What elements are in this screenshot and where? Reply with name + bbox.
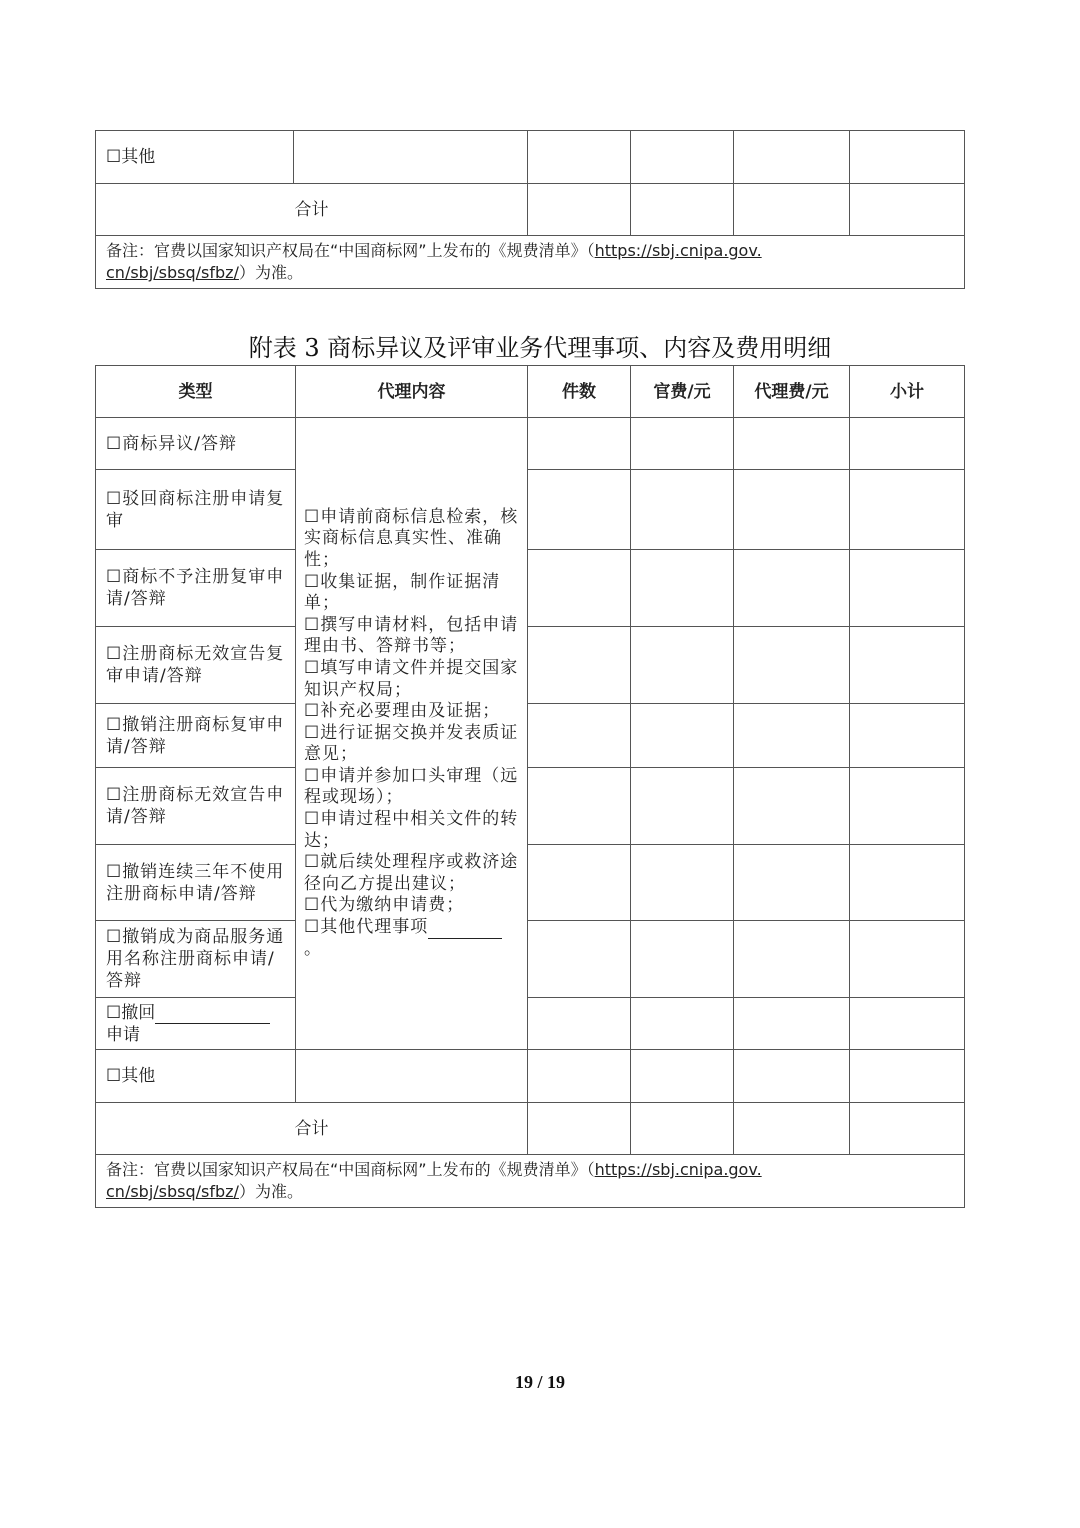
agency-fee-cell [734,550,850,627]
table-row [96,768,965,845]
table-row [96,1103,965,1155]
type-cell: ☐注册商标无效宣告申请/答辩 [96,768,296,845]
content-item: ☐收集证据，制作证据清单； [304,571,501,614]
subtotal-cell [850,418,965,470]
agency-fee-cell [734,921,850,998]
type-cell: ☐商标不予注册复审申请/答辩 [96,550,296,627]
content-item-other: ☐其他代理事项。 [304,917,519,960]
type-cell: ☐撤销成为商品服务通用名称注册商标申请/答辩 [96,921,296,998]
count-cell [528,1050,631,1103]
count-cell [528,184,631,236]
blank-line [155,1007,270,1024]
content-item: ☐补充必要理由及证据； [304,701,501,722]
subtotal-cell [850,704,965,768]
subtotal-cell [850,1103,965,1155]
agency-fee-cell [734,1103,850,1155]
official-fee-cell [631,627,734,704]
count-cell [528,998,631,1050]
table-row [96,236,965,289]
note-suffix: ）为准。 [238,1182,303,1201]
note-suffix: ）为准。 [238,263,303,282]
official-fee-cell [631,921,734,998]
subtotal-cell [850,627,965,704]
fee-list-link[interactable]: https://sbj.cnipa.gov. cn/sbj/sbsq/sfbz/ [106,241,762,282]
official-fee-cell [631,470,734,550]
official-fee-cell [631,704,734,768]
agency-fee-cell [734,131,850,184]
header-subtotal: 小计 [850,366,965,418]
table-title: 附表 3 商标异议及评审业务代理事项、内容及费用明细 [248,334,832,362]
official-fee-cell [631,131,734,184]
opposition-review-fee-table [95,365,965,1208]
type-other-label: ☐其他 [96,1050,296,1103]
count-cell [528,845,631,921]
count-cell [528,131,631,184]
subtotal-cell [850,845,965,921]
type-cell: ☐驳回商标注册申请复审 [96,470,296,550]
fee-list-link[interactable]: https://sbj.cnipa.gov. cn/sbj/sbsq/sfbz/ [106,1160,762,1201]
agency-fee-cell [734,184,850,236]
agency-content-cell [296,418,528,1050]
content-item: ☐申请前商标信息检索，核实商标信息真实性、准确性； [304,506,519,570]
count-cell [528,921,631,998]
table-row [96,1050,965,1103]
content-item: ☐撰写申请材料，包括申请理由书、答辩书等； [304,614,519,657]
official-fee-cell [631,418,734,470]
table-row [96,704,965,768]
table-row [96,418,965,470]
table-row [96,184,965,236]
type-other-label: ☐其他 [96,131,294,184]
count-cell [528,704,631,768]
table-row [96,470,965,550]
agency-fee-cell [734,470,850,550]
content-item: ☐进行证据交换并发表质证意见； [304,722,519,765]
official-fee-cell [631,845,734,921]
header-content: 代理内容 [296,366,528,418]
count-cell [528,627,631,704]
table-row [96,1155,965,1208]
official-fee-cell [631,1103,734,1155]
subtotal-cell [850,470,965,550]
agency-fee-cell [734,845,850,921]
type-cell-withdraw: ☐撤回 申请 [96,998,296,1050]
table-row [96,845,965,921]
count-cell [528,1103,631,1155]
table-row [96,627,965,704]
table-row [96,998,965,1050]
agency-fee-cell [734,704,850,768]
subtotal-cell [850,131,965,184]
subtotal-cell [850,921,965,998]
content-cell [296,1050,528,1103]
fee-note [96,1155,965,1208]
note-prefix: 备注：官费以国家知识产权局在“中国商标网”上发布的《规费清单》（ [106,1160,595,1179]
subtotal-cell [850,998,965,1050]
fee-note [96,236,965,289]
subtotal-cell [850,184,965,236]
table-row [96,131,965,184]
subtotal-cell [850,1050,965,1103]
page-number: 19 / 19 [514,1372,565,1392]
header-count: 件数 [528,366,631,418]
official-fee-cell [631,998,734,1050]
header-official-fee: 官费/元 [631,366,734,418]
agency-fee-cell [734,1050,850,1103]
note-prefix: 备注：官费以国家知识产权局在“中国商标网”上发布的《规费清单》（ [106,241,595,260]
content-item: ☐就后续处理程序或救济途径向乙方提出建议； [304,852,519,894]
count-cell [528,768,631,845]
subtotal-cell [850,550,965,627]
official-fee-cell [631,184,734,236]
total-label: 合计 [96,184,528,236]
agency-fee-cell [734,627,850,704]
official-fee-cell [631,768,734,845]
subtotal-cell [850,768,965,845]
type-cell: ☐注册商标无效宣告复审申请/答辩 [96,627,296,704]
official-fee-cell [631,550,734,627]
type-cell: ☐商标异议/答辩 [96,418,296,470]
count-cell [528,418,631,470]
official-fee-cell [631,1050,734,1103]
previous-fee-table [95,130,965,289]
type-cell: ☐撤销连续三年不使用注册商标申请/答辩 [96,845,296,921]
content-item: ☐申请并参加口头审理（远程或现场）； [304,765,519,808]
agency-fee-cell [734,998,850,1050]
content-item: ☐代为缴纳申请费； [304,895,465,916]
agency-fee-cell [734,418,850,470]
type-cell: ☐撤销注册商标复审申请/答辩 [96,704,296,768]
blank-line [428,922,502,939]
header-type: 类型 [96,366,296,418]
table-row [96,921,965,998]
count-cell [528,550,631,627]
content-cell [294,131,528,184]
table-row [96,550,965,627]
agency-fee-cell [734,768,850,845]
content-item: ☐申请过程中相关文件的转达； [304,809,519,851]
header-row [96,366,965,418]
content-item: ☐填写申请文件并提交国家知识产权局； [304,657,519,700]
total-label: 合计 [96,1103,528,1155]
header-agency-fee: 代理费/元 [734,366,850,418]
count-cell [528,470,631,550]
